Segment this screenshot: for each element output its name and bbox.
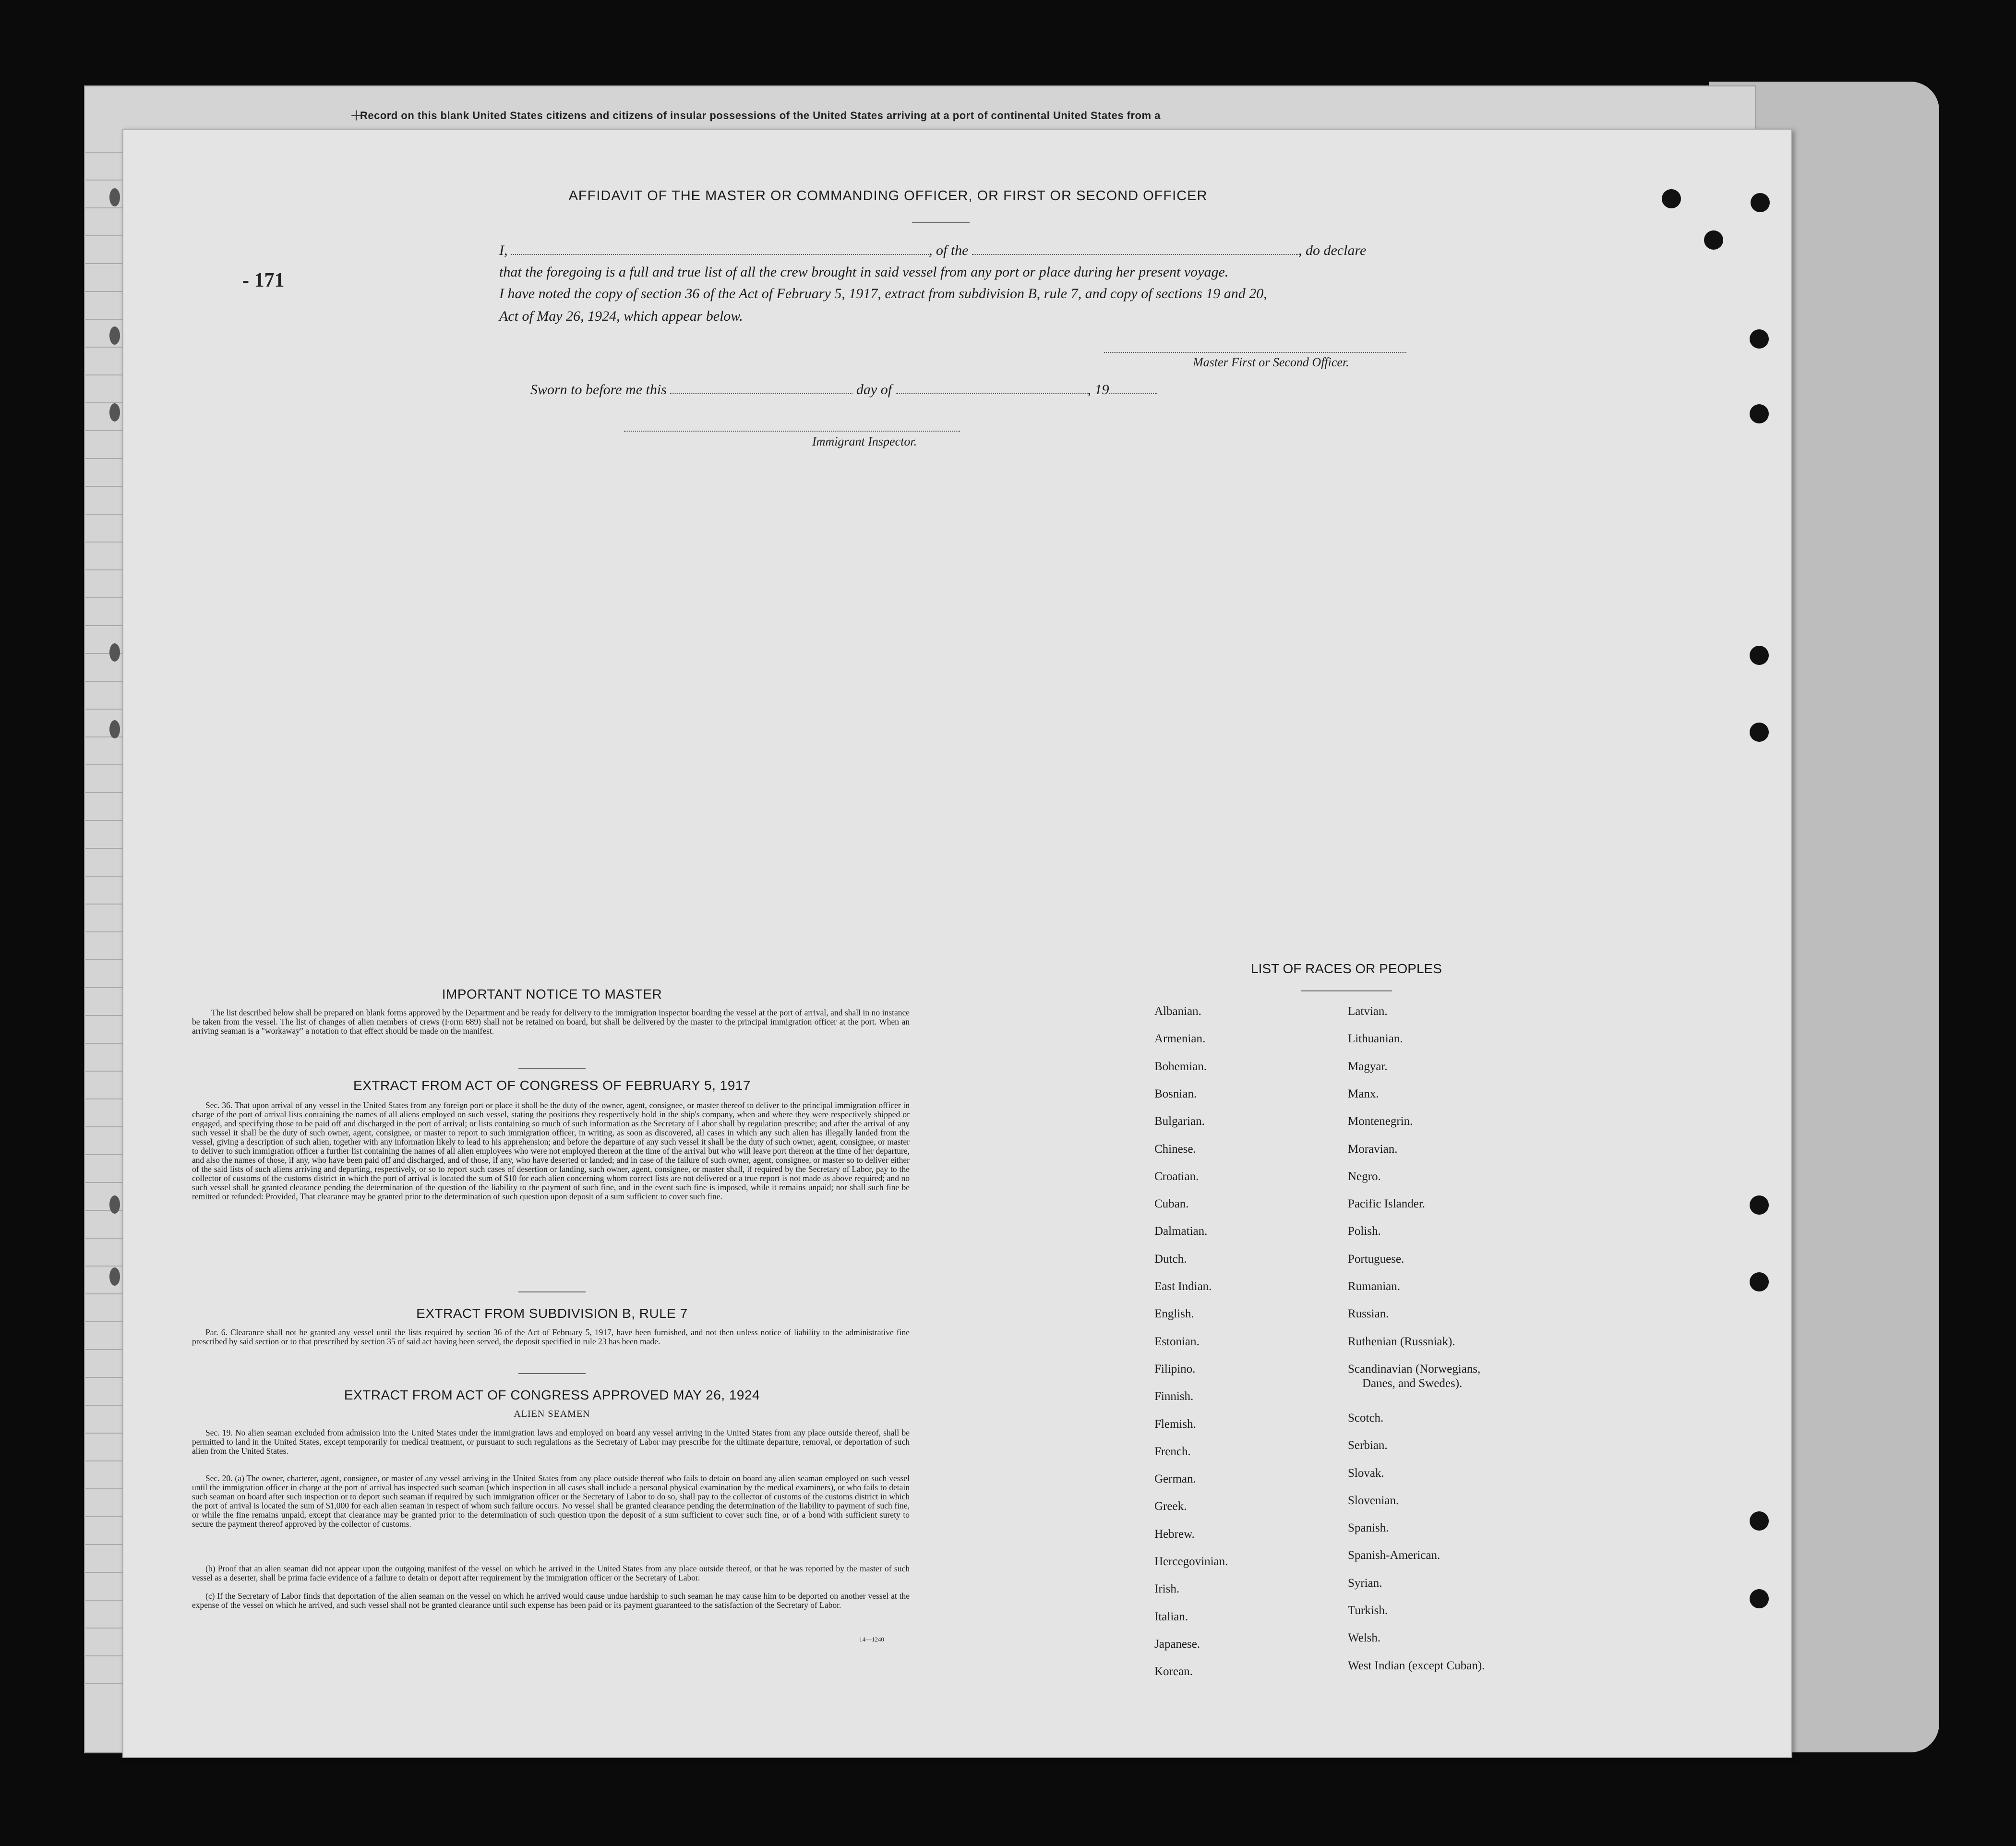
race-item: Negro. bbox=[1348, 1170, 1381, 1183]
races-title: LIST OF RACES OR PEOPLES bbox=[1251, 961, 1442, 976]
race-item: Montenegrin. bbox=[1348, 1115, 1413, 1128]
race-item: Croatian. bbox=[1154, 1170, 1199, 1183]
race-item: Dutch. bbox=[1154, 1252, 1187, 1266]
alien-seamen-heading: ALIEN SEAMEN bbox=[514, 1409, 590, 1419]
race-item: Cuban. bbox=[1154, 1197, 1189, 1211]
punch-hole bbox=[1750, 646, 1769, 665]
section-rule bbox=[518, 1068, 586, 1069]
sec20a-text: Sec. 20. (a) The owner, charterer, agent, consignee, or master of any vessel arriving in the United States from any place outside thereof who fails to detain on board any alien seaman employed on such vessel until the immigration officer in charge at the port of arrival has inspected such seaman (which inspection in all cases shall include a personal physical examination by the medical examiners), or who fails to detain such seaman on board after such inspection or to deport such seaman if required by such immigration officer or the Secretary of Labor to do so, shall pay to the collector of customs of the customs district in which the port of arrival is located the sum of $1,000 for each alien seaman in respect of whom such failure occurs. No vessel shall be granted clearance pending the determination of the liability to payment of such fine, or while the fine remains unpaid, except that clearance may be granted prior to the determination of such question upon the deposit of a sum sufficient to cover such fine, or of a bond with sufficient surety to secure the payment thereof approved by the collector of customs. bbox=[192, 1473, 910, 1529]
race-item: Chinese. bbox=[1154, 1142, 1196, 1156]
race-item: Pacific Islander. bbox=[1348, 1197, 1426, 1211]
vessel-blank bbox=[972, 245, 1298, 255]
back-sheet-header: Record on this blank United States citizens and citizens of insular possessions of the United States arriving at a port of continental United States from a bbox=[360, 109, 1161, 121]
sec20b-text: (b) Proof that an alien seaman did not appear upon the outgoing manifest of the vessel on which he arrived in the United States from any place outside thereof, or that he was reported by the master of such vessel as a deserter, shall be prima facie evidence of a failure to detain or deport after requirement by the immigration officer or the Secretary of Labor. bbox=[192, 1564, 910, 1582]
punch-hole bbox=[1662, 189, 1681, 208]
race-item: Spanish. bbox=[1348, 1521, 1389, 1535]
day-blank bbox=[670, 385, 852, 394]
punch-hole bbox=[1750, 723, 1769, 742]
race-item: Scotch. bbox=[1348, 1411, 1384, 1424]
race-item: Rumanian. bbox=[1348, 1280, 1401, 1293]
races-rule bbox=[1301, 990, 1392, 991]
race-item: Magyar. bbox=[1348, 1060, 1388, 1073]
left-edge-hole bbox=[109, 643, 120, 662]
race-item: Welsh. bbox=[1348, 1631, 1381, 1645]
extract-1924-title: EXTRACT FROM ACT OF CONGRESS APPROVED MAY 26, 1924 bbox=[344, 1388, 760, 1402]
year-blank bbox=[1109, 385, 1157, 394]
race-item: Danes, and Swedes). bbox=[1362, 1376, 1463, 1390]
race-item: Russian. bbox=[1348, 1307, 1389, 1321]
race-item: Bulgarian. bbox=[1154, 1115, 1205, 1128]
master-signature-line bbox=[1104, 352, 1406, 353]
race-item: Latvian. bbox=[1348, 1005, 1388, 1018]
race-item: Hercegovinian. bbox=[1154, 1555, 1228, 1568]
race-item: Finnish. bbox=[1154, 1390, 1194, 1403]
stray-mark: - 171 bbox=[242, 269, 285, 291]
month-blank bbox=[896, 385, 1088, 394]
race-item: Korean. bbox=[1154, 1665, 1193, 1678]
year-text: , 19 bbox=[1087, 382, 1109, 398]
left-edge-hole bbox=[109, 720, 120, 738]
race-item: Polish. bbox=[1348, 1225, 1381, 1238]
race-item: Lithuanian. bbox=[1348, 1032, 1403, 1046]
race-item: Estonian. bbox=[1154, 1335, 1200, 1348]
race-item: French. bbox=[1154, 1445, 1191, 1458]
race-item: Slovak. bbox=[1348, 1466, 1384, 1480]
extract-1917-title: EXTRACT FROM ACT OF CONGRESS OF FEBRUARY 5, 1917 bbox=[353, 1078, 751, 1093]
notice-title: IMPORTANT NOTICE TO MASTER bbox=[442, 987, 662, 1001]
race-item: Filipino. bbox=[1154, 1362, 1196, 1375]
race-item: Japanese. bbox=[1154, 1637, 1200, 1651]
master-caption: Master First or Second Officer. bbox=[1193, 355, 1349, 369]
affidavit-declare: , do declare bbox=[1298, 242, 1367, 258]
day-of-text: day of bbox=[856, 382, 892, 398]
left-edge-hole bbox=[109, 1195, 120, 1214]
affidavit-line-4: Act of May 26, 1924, which appear below. bbox=[499, 308, 743, 324]
sec20c-text: (c) If the Secretary of Labor finds that deportation of the alien seaman on the vessel on which he arrived would cause undue hardship to such seaman he may cause him to be deported on another vessel at the expense of the vessel on which he arrived, and such vessel shall not be granted clearance until such expense has been paid or its payment guaranteed to the satisfaction of the Secretary of Labor. bbox=[192, 1591, 910, 1610]
affidavit-title: AFFIDAVIT OF THE MASTER OR COMMANDING OFFICER, OR FIRST OR SECOND OFFICER bbox=[568, 188, 1208, 204]
race-item: East Indian. bbox=[1154, 1280, 1212, 1293]
punch-hole bbox=[1704, 230, 1723, 250]
race-item: Serbian. bbox=[1348, 1439, 1388, 1452]
sec19-text: Sec. 19. No alien seaman excluded from admission into the United States under the immigration laws and employed on board any vessel arriving in the United States from any place outside thereof, shall be permitted to land in the United States, except temporarily for medical treatment, or pursuant to such regulations as the Secretary of Labor may prescribe for the ultimate departure, removal, or deportation of such alien from the United States. bbox=[192, 1428, 910, 1456]
notice-text: The list described below shall be prepared on blank forms approved by the Department and be ready for delivery to the immigration inspector boarding the vessel at the port of arrival, and shall in no instance be taken from the vessel. The list of changes of alien members of crews (Form 689) shall not be retained on board, but shall be delivered by the master to the principal immigration officer at the port. When an arriving seaman is a "workaway" a notation to that effect should be made on the manifest. bbox=[192, 1008, 910, 1036]
race-item: German. bbox=[1154, 1472, 1196, 1486]
section-rule bbox=[518, 1373, 586, 1374]
race-item: Scandinavian (Norwegians, bbox=[1348, 1362, 1481, 1375]
name-blank bbox=[511, 245, 929, 255]
sworn-text: Sworn to before me this bbox=[530, 382, 667, 398]
race-item: Hebrew. bbox=[1154, 1527, 1195, 1541]
rule7-text: Par. 6. Clearance shall not be granted any vessel until the lists required by section 36 of the Act of February 5, 1917, have been furnished, and not then unless notice of liability to the administrative fine prescribed by said section or to that prescribed by section 35 of said act having been served, the deposit specified in rule 23 has been made. bbox=[192, 1327, 910, 1346]
race-item: Bohemian. bbox=[1154, 1060, 1207, 1073]
race-item: Dalmatian. bbox=[1154, 1225, 1208, 1238]
race-item: Italian. bbox=[1154, 1610, 1188, 1623]
race-item: English. bbox=[1154, 1307, 1194, 1321]
punch-hole bbox=[1751, 193, 1770, 212]
affidavit-of-the: , of the bbox=[929, 242, 969, 258]
back-sheet-mark: + bbox=[350, 104, 362, 127]
race-item: Moravian. bbox=[1348, 1142, 1398, 1156]
sworn-line bbox=[530, 382, 1490, 398]
left-edge-hole bbox=[109, 403, 120, 422]
left-edge-hole bbox=[109, 188, 120, 206]
punch-hole bbox=[1750, 329, 1769, 349]
race-item: Ruthenian (Russniak). bbox=[1348, 1335, 1455, 1348]
race-item: West Indian (except Cuban). bbox=[1348, 1659, 1485, 1672]
affidavit-i: I, bbox=[499, 242, 508, 258]
punch-hole bbox=[1750, 404, 1769, 423]
punch-hole bbox=[1750, 1195, 1769, 1215]
title-rule bbox=[912, 222, 970, 223]
affidavit-line-3: I have noted the copy of section 36 of the Act of February 5, 1917, extract from subdivision B, rule 7, and copy of sections 19 and 20, bbox=[499, 286, 1267, 302]
race-item: Portuguese. bbox=[1348, 1252, 1404, 1266]
punch-hole bbox=[1750, 1511, 1769, 1531]
affidavit-line-1 bbox=[499, 242, 1459, 259]
race-item: Slovenian. bbox=[1348, 1494, 1399, 1507]
left-edge-hole bbox=[109, 1267, 120, 1286]
race-item: Spanish-American. bbox=[1348, 1549, 1440, 1562]
race-item: Manx. bbox=[1348, 1087, 1379, 1100]
race-item: Greek. bbox=[1154, 1500, 1187, 1513]
race-item: Syrian. bbox=[1348, 1576, 1382, 1590]
inspector-caption: Immigrant Inspector. bbox=[812, 434, 917, 448]
race-item: Armenian. bbox=[1154, 1032, 1206, 1046]
race-item: Albanian. bbox=[1154, 1005, 1201, 1018]
inspector-signature-line bbox=[624, 431, 960, 432]
section-rule bbox=[518, 1291, 586, 1292]
extract-1917-text: Sec. 36. That upon arrival of any vessel in the United States from any foreign port or place it shall be the duty of the owner, agent, consignee, or master thereof to deliver to the principal immigration officer in charge of the port of arrival lists containing the names of all aliens employed on such vessel, stating the positions they respectively hold in the ship's company, when and where they were respectively shipped or engaged, and specifying those to be paid off and discharged in the port of arrival; or lists containing so much of such information as the Secretary of Labor shall by regulation prescribe; and after the arrival of any such vessel it shall be the duty of such owner, agent, consignee, or master to report to such immigration officer, in writing, as soon as discovered, all cases in which any such alien has illegally landed from the vessel, giving a description of such alien, together with any information likely to lead to his apprehension; and before the departure of any such vessel it shall be the duty of such owner, agent, consignee, or master to deliver to such immigration officer a further list containing the names of all alien employees who were not employed thereon at the time of the arrival but who will leave port thereon at the time of her departure, and also the names of those, if any, who have been paid off and discharged, and of those, if any, who have deserted or landed; and in case of the failure of such owner, agent, consignee, or master so to deliver either of the said lists of such aliens arriving and departing, respectively, or so to report such cases of desertion or landing, such owner, agent, consignee, or master shall, if required by the Secretary of Labor, pay to the collector of customs of the customs district in which the port of arrival is located the sum of $10 for each alien concerning whom correct lists are not delivered or a true report is not made as above required; and no such vessel shall be granted clearance pending the determination of the question of the liability to the payment of such fine, and in the event such fine is imposed, while it remains unpaid; nor shall such fine be remitted or refunded: Provided, That clearance may be granted prior to the determination of such question upon deposit of a sum sufficient to cover such fine. bbox=[192, 1100, 910, 1201]
left-edge-hole bbox=[109, 326, 120, 345]
form-number: 14—1240 bbox=[859, 1636, 884, 1643]
race-item: Flemish. bbox=[1154, 1417, 1196, 1431]
punch-hole bbox=[1750, 1272, 1769, 1291]
rule7-title: EXTRACT FROM SUBDIVISION B, RULE 7 bbox=[416, 1306, 688, 1321]
race-item: Turkish. bbox=[1348, 1604, 1388, 1617]
race-item: Irish. bbox=[1154, 1582, 1180, 1596]
affidavit-line-2: that the foregoing is a full and true list of all the crew brought in said vessel from any port or place during her present voyage. bbox=[499, 264, 1229, 280]
race-item: Bosnian. bbox=[1154, 1087, 1197, 1100]
punch-hole bbox=[1750, 1589, 1769, 1608]
